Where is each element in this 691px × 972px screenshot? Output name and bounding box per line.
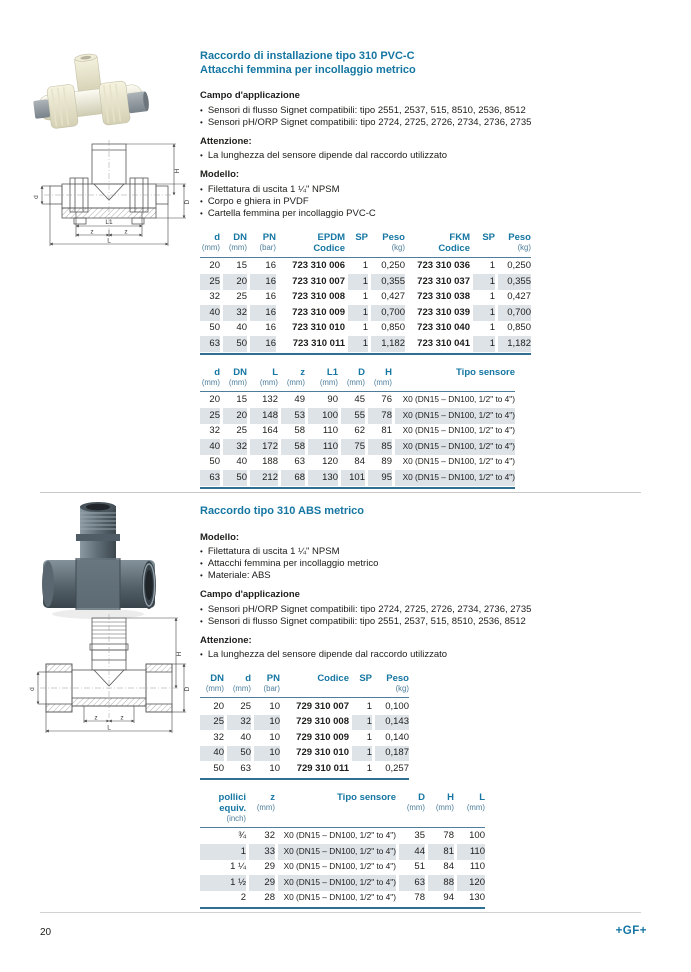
cell: 132 [262,394,278,406]
bullet-item [200,558,572,570]
table-bottom-rule [200,907,485,909]
cell: 110 [457,844,485,860]
cell: 729 310 007 [296,700,349,712]
table-header-rule [200,697,409,698]
cell: 25 [236,425,247,437]
bullet-text: Sensori pH/ORP Signet compatibili: tipo 2724, 2725, 2726, 2734, 2736, 2735 [207,116,532,128]
cell: 1 [366,700,372,712]
bullet-item [200,184,572,196]
cell: 1 [473,336,495,352]
cell: 0,143 [375,715,409,731]
cell: 1 ½ [200,875,246,891]
cell: 16 [265,322,276,334]
product-photo-pvcc-image [32,52,150,138]
column-header: Peso (kg) [508,231,531,252]
cell: 1 [489,260,495,272]
bullet-text: Corpo e ghiera in PVDF [207,195,309,207]
bullet-item [200,570,572,582]
cell: 78 [368,408,392,424]
bullet-text: Sensori di flusso Signet compatibili: tipo 2551, 2537, 515, 8510, 2536, 8512 [207,104,526,116]
cell: 0,700 [498,305,531,321]
cell: X0 (DN15 – DN100, 1/2" to 4") [402,456,515,467]
bullet-icon: • [200,105,203,115]
cell: 81 [428,844,454,860]
cell: 78 [443,830,454,842]
bullet-list-campo [200,105,572,129]
column-header: Codice [317,673,349,684]
cell: X0 (DN15 – DN100, 1/2" to 4") [278,875,396,891]
section-title-line1: Raccordo tipo 310 ABS metrico [200,505,365,517]
cell: 20 [209,394,220,406]
column-header: z (mm) [256,791,275,812]
cell: 20 [223,274,247,290]
bullet-item [200,546,572,558]
bullet-item [200,604,572,616]
cell: 44 [399,844,425,860]
cell: 25 [200,715,224,731]
cell: 723 310 007 [292,275,345,287]
cell: 58 [294,425,305,437]
cell: 16 [250,274,276,290]
dim-label-h: H [176,651,183,657]
bullet-icon: • [200,650,203,659]
column-header: EPDM Codice [313,231,345,254]
bullet-text: Attacchi femmina per incollaggio metrico [207,558,379,569]
column-header: pollici equiv. (inch) [218,791,246,823]
cell: 110 [322,425,338,437]
column-header: d (mm) [201,366,220,387]
column-header: H (mm) [435,791,454,812]
cell: 25 [236,291,247,303]
cell: 32 [213,731,224,743]
cell: 0,250 [381,260,405,272]
bullet-icon: • [200,547,203,556]
column-header: PN (bar) [259,231,276,252]
cell: 84 [354,456,365,468]
dim-label-d: d [29,687,36,691]
cell: 723 310 010 [292,322,345,334]
section-pvcc [200,50,572,489]
column-header: L (mm) [466,791,485,812]
cell: 0,100 [385,700,409,712]
cell: 85 [368,439,392,455]
cell: 25 [200,274,220,290]
cell: 40 [236,456,247,468]
footer-rule [40,912,641,913]
cell: 95 [368,470,392,486]
cell: 10 [269,700,280,712]
cell: 16 [265,260,276,272]
section-title [200,505,572,519]
bullet-item [200,616,572,628]
cell: 0,700 [371,305,405,321]
cell: 2 [240,892,246,904]
cell: 33 [249,844,275,860]
cell: 729 310 008 [296,716,349,728]
dim-label-big-d: D [184,686,191,692]
cell: 1 [362,291,368,303]
cell: 723 310 008 [292,291,345,303]
column-header: DN (mm) [228,366,247,387]
cell: ¾ [238,830,246,842]
cell: 100 [469,830,485,842]
block-heading-modello: Modello: [200,169,240,180]
cell: 1 [200,844,246,860]
technical-drawing-abs [26,614,194,747]
cell: 101 [341,470,365,486]
cell: 32 [223,305,247,321]
cell: 1 [489,322,495,334]
cell: 729 310 010 [296,747,349,759]
cell: 723 310 009 [292,306,345,318]
cell: 0,257 [385,762,409,774]
cell: 62 [354,425,365,437]
cell: 130 [308,470,338,486]
bullet-item [200,150,572,162]
cell: 29 [264,861,275,873]
cell: 53 [281,408,305,424]
cell: 50 [227,746,251,762]
cell: 212 [250,470,278,486]
cell: 1 [362,260,368,272]
cell: 120 [457,875,485,891]
cell: 63 [240,762,251,774]
cell: X0 (DN15 – DN100, 1/2" to 4") [395,439,515,455]
column-header: D (mm) [406,791,425,812]
section-title-line1: Raccordo di installazione tipo 310 PVC-C [200,50,415,62]
cell: 1 [352,715,372,731]
cell: 0,355 [498,274,531,290]
column-header: L (mm) [259,366,278,387]
cell: 1 [473,274,495,290]
cell: 0,187 [375,746,409,762]
dim-label-h: H [174,168,181,174]
cell: 1,182 [371,336,405,352]
bullet-item [200,117,572,129]
bullet-list-attenzione [200,150,572,162]
cell: 1 [473,305,495,321]
cell: 58 [281,439,305,455]
dimensions-table-abs [200,792,572,910]
cell: 55 [341,408,365,424]
column-header: SP [482,231,495,243]
table-header-rule [200,827,485,828]
cell: 10 [269,762,280,774]
dim-label-l: L [107,237,111,245]
cell: 723 310 040 [417,322,470,334]
cell: 1 [366,762,372,774]
cell: 188 [262,456,278,468]
cell: 172 [250,439,278,455]
cell: 50 [223,336,247,352]
dim-label-l: L [107,724,111,732]
cell: 10 [254,746,280,762]
cell: 40 [200,305,220,321]
bullet-icon: • [200,117,203,127]
section-divider [40,492,641,493]
cell: 15 [236,260,247,272]
dim-label-z: z [94,714,98,722]
cell: X0 (DN15 – DN100, 1/2" to 4") [395,470,515,486]
cell: 15 [236,394,247,406]
column-header: D (mm) [346,366,365,387]
table-bottom-rule [200,353,531,355]
column-header: d (mm) [232,673,251,693]
cell: 25 [240,700,251,712]
table-bottom-rule [200,487,515,489]
bullet-icon: • [200,616,203,626]
section-title [200,50,572,77]
column-header: z (mm) [286,366,305,387]
dim-label-z2: z [124,228,128,236]
cell: 110 [308,439,338,455]
cell: 1 [348,274,368,290]
dim-label-l1: L1 [105,219,113,226]
cell: 94 [443,892,454,904]
product-photo-pvcc-tee [32,52,150,143]
cell: 63 [399,875,425,891]
bullet-text: Cartella femmina per incollaggio PVC-C [207,207,376,219]
cell: 20 [209,260,220,272]
cell: 90 [327,394,338,406]
column-header: Peso (kg) [386,673,409,693]
cell: 45 [354,394,365,406]
cell: X0 (DN15 – DN100, 1/2" to 4") [402,425,515,436]
cell: 10 [269,731,280,743]
cell: 0,140 [385,731,409,743]
cell: 32 [209,425,220,437]
cell: 49 [294,394,305,406]
cell: 16 [265,291,276,303]
cell: 32 [227,715,251,731]
cell: 63 [200,336,220,352]
cell: 25 [200,408,220,424]
cell: 35 [414,830,425,842]
bullet-text: La lunghezza del sensore dipende dal raccordo utilizzato [207,150,448,161]
cell: X0 (DN15 – DN100, 1/2" to 4") [395,408,515,424]
cell: 0,250 [507,260,531,272]
cell: 50 [209,322,220,334]
bullet-icon: • [200,184,203,194]
column-header: SP [355,231,368,243]
codes-table-pvcc [200,232,572,355]
cell: 63 [200,470,220,486]
column-header: SP [359,673,372,684]
cell: 88 [428,875,454,891]
cell: 40 [200,439,220,455]
bullet-list-campo [200,604,572,628]
cell: 50 [213,762,224,774]
column-header: PN (bar) [263,673,280,693]
cell: 729 310 009 [296,731,349,743]
column-header: DN (mm) [205,673,224,693]
gf-logo: +GF+ [615,925,647,937]
bullet-item [200,105,572,117]
block-heading-campo: Campo d'applicazione [200,90,300,101]
cell: X0 (DN15 – DN100, 1/2" to 4") [278,844,396,860]
cell: 50 [223,470,247,486]
section-title-line2: Attacchi femmina per incollaggio metrico [200,63,416,76]
cell: 1 [352,746,372,762]
cell: 164 [262,425,278,437]
bullet-icon: • [200,571,203,580]
cell: 1,182 [498,336,531,352]
cell: 729 310 011 [296,762,349,774]
cell: 723 310 038 [417,291,470,303]
cell: 16 [250,305,276,321]
cell: 20 [213,700,224,712]
bullet-icon: • [200,559,203,568]
bullet-icon: • [200,604,203,614]
cell: 78 [414,892,425,904]
bullet-text: Filettatura di uscita 1 ¼" NPSM [207,546,340,557]
bullet-list-attenzione [200,649,572,661]
dimensions-table-pvcc [200,367,572,489]
codes-table-abs [200,673,572,780]
cell: 63 [294,456,305,468]
cell: 0,355 [371,274,405,290]
cell: 29 [249,875,275,891]
cell: 81 [381,425,392,437]
cell: 723 310 011 [292,337,345,349]
cell: 40 [200,746,224,762]
cell: 68 [281,470,305,486]
block-heading-attenzione: Attenzione: [200,135,252,147]
cell: X0 (DN15 – DN100, 1/2" to 4") [283,861,396,872]
cell: 110 [469,861,485,873]
cell: X0 (DN15 – DN100, 1/2" to 4") [283,830,396,841]
cell: 32 [223,439,247,455]
page-number: 20 [40,927,52,938]
section-abs [200,505,572,909]
block-heading-campo: Campo d'applicazione [200,589,300,600]
cell: 1 ¼ [230,861,246,873]
cell: 723 310 041 [417,337,470,349]
table-bottom-rule [200,778,409,780]
bullet-list-modello [200,184,572,220]
cell: 120 [322,456,338,468]
cell: 10 [254,715,280,731]
cell: 1 [362,322,368,334]
product-photo-abs-image [42,500,156,622]
column-header: L1 (mm) [319,366,338,387]
dim-label-z: z [90,228,94,236]
dim-label-big-d: D [184,199,191,205]
cell: 89 [381,456,392,468]
cell: 76 [381,394,392,406]
column-header: Peso (kg) [382,231,405,252]
bullet-text: Sensori di flusso Signet compatibili: tipo 2551, 2537, 515, 8510, 2536, 8512 [207,615,526,627]
column-header: Tipo sensore [337,791,396,803]
bullet-text: Filettatura di uscita 1 ¼" NPSM [207,183,340,195]
bullet-item [200,649,572,661]
technical-drawing-pvcc-image [26,138,194,254]
bullet-item [200,196,572,208]
cell: 130 [469,892,485,904]
cell: 84 [443,861,454,873]
bullet-icon: • [200,151,203,160]
product-photo-abs-tee [42,500,156,627]
dim-label-d: d [33,195,40,199]
cell: X0 (DN15 – DN100, 1/2" to 4") [402,394,515,405]
cell: 40 [240,731,251,743]
cell: 32 [264,830,275,842]
cell: 28 [264,892,275,904]
dim-label-z2: z [120,714,124,722]
technical-drawing-abs-image [26,614,194,742]
technical-drawing-pvcc [26,138,194,259]
bullet-list-modello [200,546,572,582]
cell: 723 310 039 [417,306,470,318]
cell: 50 [209,456,220,468]
column-header: d (mm) [201,231,220,252]
bullet-text: Sensori pH/ORP Signet compatibili: tipo 2724, 2725, 2726, 2734, 2736, 2735 [207,603,532,615]
cell: 1 [489,291,495,303]
cell: 0,850 [381,322,405,334]
cell: 51 [414,861,425,873]
table-header-rule [200,257,531,258]
cell: 723 310 006 [292,260,345,272]
cell: 1 [348,336,368,352]
cell: 16 [250,336,276,352]
block-heading-attenzione: Attenzione: [200,634,252,646]
cell: 40 [236,322,247,334]
cell: 100 [308,408,338,424]
cell: X0 (DN15 – DN100, 1/2" to 4") [283,892,396,903]
cell: 0,427 [381,291,405,303]
cell: 1 [366,731,372,743]
cell: 0,427 [507,291,531,303]
cell: 723 310 036 [417,260,470,272]
block-heading-modello: Modello: [200,531,240,543]
cell: 32 [209,291,220,303]
bullet-text: Materiale: ABS [207,570,271,581]
cell: 1 [348,305,368,321]
bullet-icon: • [200,196,203,206]
cell: 0,850 [507,322,531,334]
cell: 75 [341,439,365,455]
column-header: DN (mm) [228,231,247,252]
bullet-icon: • [200,208,203,218]
cell: 723 310 037 [417,275,470,287]
cell: 148 [250,408,278,424]
cell: 20 [223,408,247,424]
column-header: FKM Codice [438,231,470,254]
table-header-rule [200,391,515,392]
bullet-item [200,208,572,220]
column-header: H (mm) [373,366,392,387]
bullet-text: La lunghezza del sensore dipende dal raccordo utilizzato [207,649,448,660]
column-header: Tipo sensore [456,366,515,378]
